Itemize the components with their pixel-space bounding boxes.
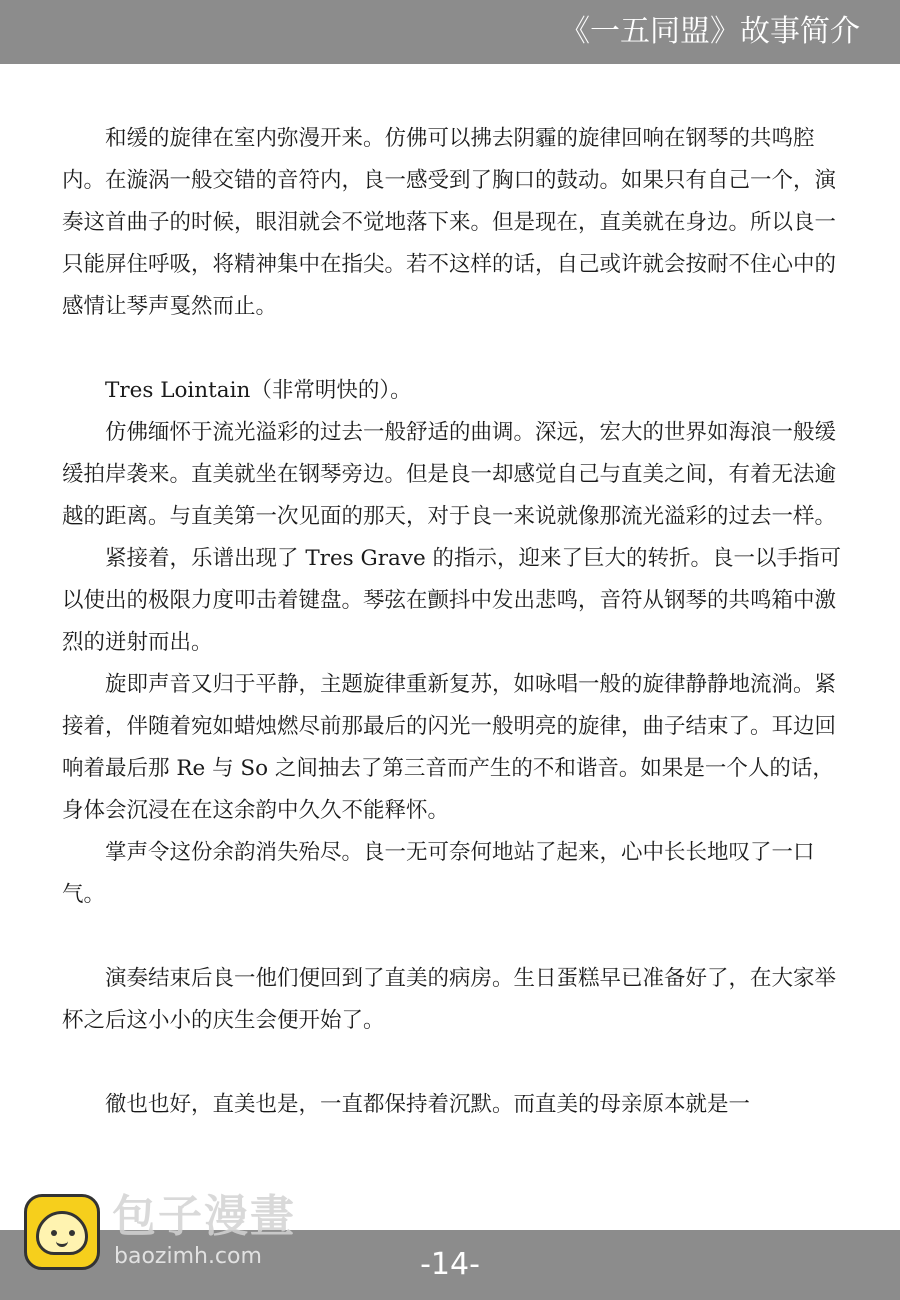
page-number: -14-	[420, 1247, 480, 1282]
paragraph: 和缓的旋律在室内弥漫开来。仿佛可以拂去阴霾的旋律回响在钢琴的共鸣腔内。在漩涡一般交错的音符内，良一感受到了胸口的鼓动。如果只有自己一个，演奏这首曲子的时候，眼泪就会不觉地落下来。但是现在，直美就在身边。所以良一只能屏住呼吸，将精神集中在指尖。若不这样的话，自己或许就会按耐不住心中的感情让琴声戛然而止。	[62, 126, 837, 319]
paragraph: 仿佛缅怀于流光溢彩的过去一般舒适的曲调。深远，宏大的世界如海浪一般缓缓拍岸袭来。直美就坐在钢琴旁边。但是良一却感觉自己与直美之间，有着无法逾越的距离。与直美第一次见面的那天，对于良一来说就像那流光溢彩的过去一样。	[62, 420, 837, 529]
site-watermark	[24, 1192, 344, 1282]
bun-face	[36, 1211, 88, 1255]
paragraph-gap	[62, 1042, 842, 1084]
paragraph: 徹也也好，直美也是，一直都保持着沉默。而直美的母亲原本就是一	[105, 1092, 751, 1117]
paragraph: 演奏结束后良一他们便回到了直美的病房。生日蛋糕早已准备好了，在大家举杯之后这小小的庆生会便开始了。	[62, 966, 837, 1033]
watermark-url: baozimh.com	[114, 1244, 262, 1269]
bun-eye-right	[69, 1230, 75, 1236]
paragraph: 紧接着，乐谱出现了 Tres Grave 的指示，迎来了巨大的转折。良一以手指可以使出的极限力度叩击着键盘。琴弦在颤抖中发出悲鸣，音符从钢琴的共鸣箱中激烈的迸射而出。	[62, 546, 842, 655]
paragraph: 掌声令这份余韵消失殆尽。良一无可奈何地站了起来，心中长长地叹了一口气。	[62, 840, 815, 907]
story-text	[62, 118, 842, 1126]
page-title: 《一五同盟》故事简介	[560, 14, 860, 49]
watermark-name: 包子漫畫	[112, 1191, 296, 1242]
paragraph: 旋即声音又归于平静，主题旋律重新复苏，如咏唱一般的旋律静静地流淌。紧接着，伴随着宛如蜡烛燃尽前那最后的闪光一般明亮的旋律，曲子结束了。耳边回响着最后那 Re 与 So 之间抽去了第三音而产生的不和谐音。如果是一个人的话，身体会沉浸在在这余韵中久久不能释怀。	[62, 672, 837, 823]
paragraph: Tres Lointain（非常明快的）。	[105, 378, 412, 403]
bun-mouth	[56, 1238, 68, 1247]
bun-eye-left	[51, 1230, 57, 1236]
header-bar	[0, 0, 900, 64]
bun-mascot-icon	[24, 1194, 100, 1270]
paragraph-gap	[62, 328, 842, 370]
paragraph-gap	[62, 916, 842, 958]
